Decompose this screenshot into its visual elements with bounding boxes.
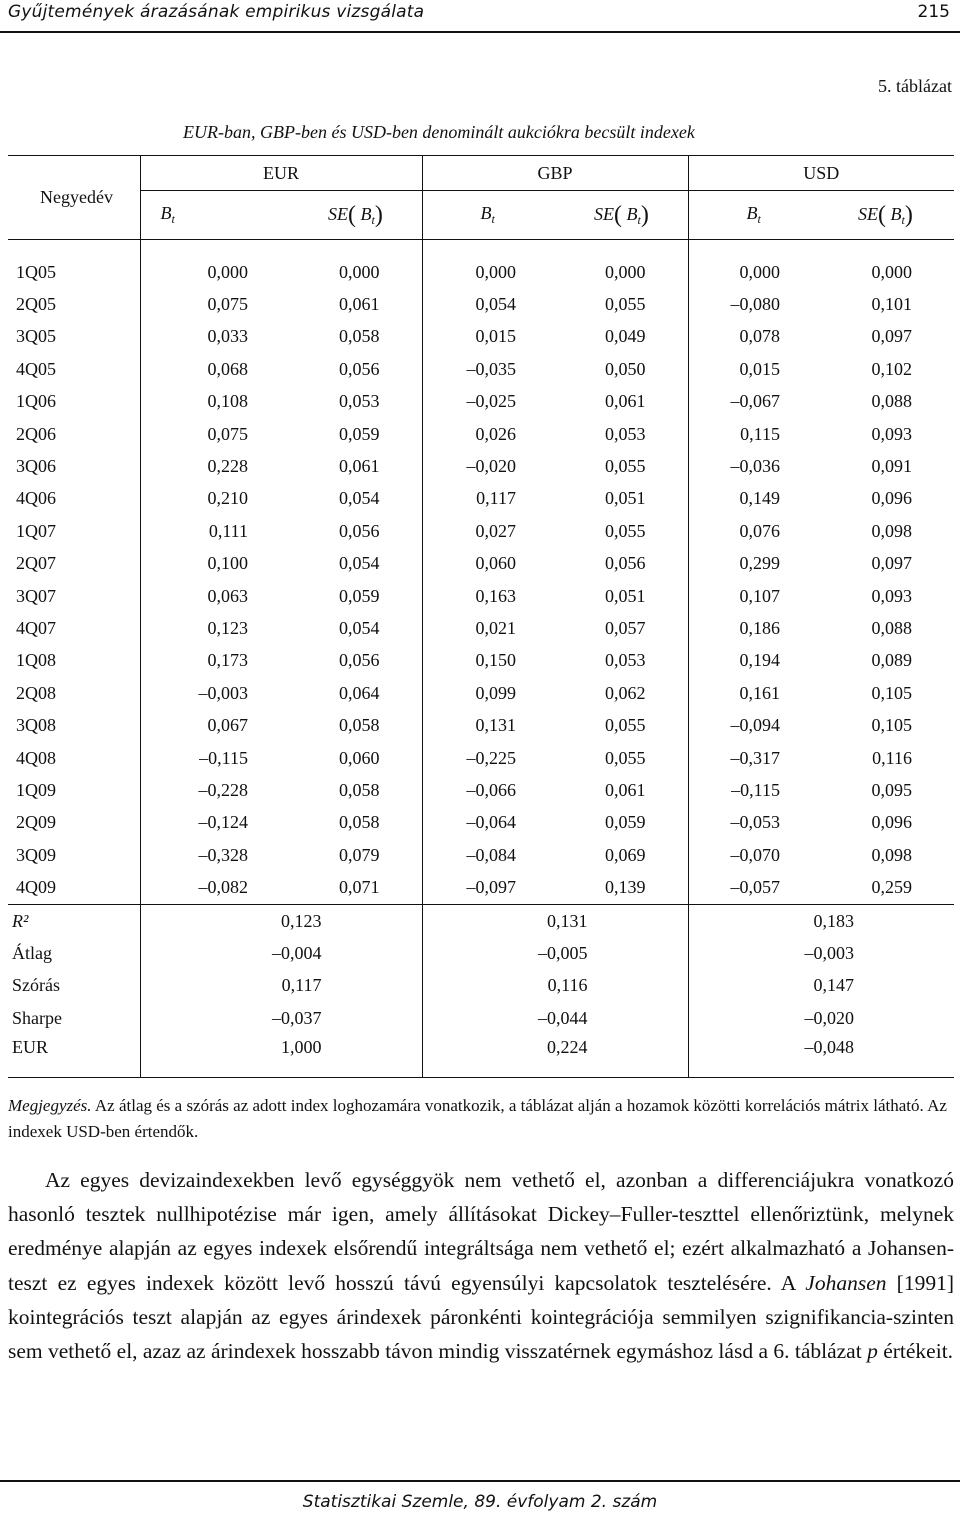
table-cell: 0,026 (422, 418, 558, 450)
row-quarter: 2Q08 (16, 682, 56, 703)
table-cell: 0,091 (871, 456, 912, 477)
body-text-johansen: Johansen (805, 1270, 887, 1295)
table-cell: 0,100 (140, 548, 290, 580)
table-cell: 0,000 (688, 256, 822, 288)
table-row (8, 515, 954, 547)
stat-value: 0,183 (688, 904, 954, 937)
stat-value: –0,044 (422, 1002, 688, 1034)
table-cell: –0,035 (422, 353, 558, 385)
table-cell: 0,000 (140, 256, 290, 288)
stat-value: 0,131 (422, 904, 688, 937)
table-cell: –0,082 (140, 871, 290, 904)
stat-value: –0,020 (688, 1002, 954, 1034)
stat-value: –0,037 (140, 1002, 422, 1034)
table-cell: –0,003 (140, 677, 290, 709)
table-cell: 0,054 (339, 617, 380, 638)
row-quarter: 4Q05 (16, 358, 56, 379)
stat-label: Átlag (12, 942, 52, 963)
row-quarter: 2Q07 (16, 553, 56, 574)
stat-label: Sharpe (12, 1007, 62, 1028)
table-cell: 0,075 (140, 418, 290, 450)
table-number: 5. táblázat (878, 76, 952, 96)
table-cell: 0,259 (822, 871, 954, 904)
table-cell: 0,107 (688, 580, 822, 612)
table-cell: 0,116 (872, 747, 912, 768)
table-cell: 0,000 (339, 261, 380, 282)
stat-row (8, 904, 954, 937)
table-cell: 0,056 (339, 520, 380, 541)
table-cell: –0,053 (688, 807, 822, 839)
table-cell: 0,105 (871, 715, 912, 736)
table-cell: 0,115 (688, 418, 822, 450)
row-quarter: 3Q07 (16, 585, 56, 606)
group-header-usd: USD (688, 156, 954, 191)
table-cell: 0,054 (339, 488, 380, 509)
row-quarter: 3Q06 (16, 456, 56, 477)
table-cell: 0,299 (688, 548, 822, 580)
table-cell: 0,071 (290, 871, 422, 904)
table-row (8, 871, 954, 904)
table-cell: –0,328 (140, 839, 290, 871)
table-cell: 0,064 (339, 682, 380, 703)
table-cell: –0,067 (688, 386, 822, 418)
table-cell: –0,020 (422, 450, 558, 482)
page-number: 215 (917, 2, 950, 22)
row-quarter: 4Q08 (16, 747, 56, 768)
table-cell: 0,055 (605, 747, 646, 768)
table-row (8, 839, 954, 871)
table-row (8, 483, 954, 515)
row-quarter: 2Q05 (16, 294, 56, 315)
stat-value: 0,116 (422, 970, 688, 1002)
table-cell: 0,053 (605, 650, 646, 671)
table-cell: –0,080 (688, 288, 822, 320)
table-cell: 0,067 (140, 709, 290, 741)
table-cell: 0,161 (688, 677, 822, 709)
table-cell: 0,097 (871, 326, 912, 347)
stat-row (8, 937, 954, 969)
table-cell: 0,060 (422, 548, 558, 580)
table-cell: 0,054 (422, 288, 558, 320)
sub-header-se: SE( $B_t$) (822, 191, 954, 240)
table-cell: –0,097 (422, 871, 558, 904)
body-text-part2: [1991] kointegrációs teszt alapján az egyes árindexek páronkénti kointegrációja semmilyen szignifikancia-szinten sem vethető el, azaz az árindexek hosszabb távon mindig visszatérnek egymáshoz lásd a 6. táblázat (8, 1270, 954, 1364)
table-cell: 0,062 (605, 682, 646, 703)
stat-value: 1,000 (140, 1034, 422, 1078)
table-cell: 0,059 (339, 585, 380, 606)
running-header (0, 0, 960, 33)
table-cell: –0,064 (422, 807, 558, 839)
table-cell: 0,150 (422, 645, 558, 677)
row-quarter: 1Q06 (16, 391, 56, 412)
table-row (8, 742, 954, 774)
table-cell: –0,066 (422, 774, 558, 806)
table-cell: 0,051 (605, 585, 646, 606)
table-row (8, 807, 954, 839)
stat-row (8, 1002, 954, 1034)
row-quarter: 3Q09 (16, 844, 56, 865)
table-cell: 0,117 (422, 483, 558, 515)
table-cell: 0,055 (605, 520, 646, 541)
table-cell: 0,061 (605, 391, 646, 412)
table-row (8, 677, 954, 709)
table-cell: 0,059 (339, 423, 380, 444)
row-quarter: 3Q05 (16, 326, 56, 347)
table-cell: –0,228 (140, 774, 290, 806)
table-cell: 0,194 (688, 645, 822, 677)
table-cell: 0,058 (339, 715, 380, 736)
table-cell: 0,060 (339, 747, 380, 768)
stat-label: EUR (8, 1034, 140, 1078)
footer-text: Statisztikai Szemle, 89. évfolyam 2. szám (302, 1492, 658, 1512)
stat-value: –0,004 (140, 937, 422, 969)
table-cell: 0,054 (339, 553, 380, 574)
index-table (8, 155, 954, 1078)
table-cell: –0,025 (422, 386, 558, 418)
row-quarter: 2Q09 (16, 812, 56, 833)
row-quarter: 3Q08 (16, 715, 56, 736)
table-cell: 0,097 (871, 553, 912, 574)
row-quarter: 1Q09 (16, 779, 56, 800)
table-row (8, 353, 954, 385)
table-cell: 0,021 (422, 612, 558, 644)
table-cell: 0,093 (871, 423, 912, 444)
body-paragraph (8, 1163, 954, 1368)
table-cell: 0,058 (339, 326, 380, 347)
table-cell: –0,057 (688, 871, 822, 904)
table-cell: 0,058 (339, 812, 380, 833)
row-quarter: 4Q07 (16, 617, 56, 638)
sub-header-bt: $B_t$ (688, 191, 822, 240)
table-cell: 0,027 (422, 515, 558, 547)
table-cell: 0,098 (871, 520, 912, 541)
stat-value: 0,224 (422, 1034, 688, 1078)
table-cell: –0,036 (688, 450, 822, 482)
table-cell: 0,051 (605, 488, 646, 509)
table-cell: 0,053 (605, 423, 646, 444)
table-caption: EUR-ban, GBP-ben és USD-ben denominált aukciókra becsült indexek (183, 122, 695, 142)
table-cell: 0,015 (422, 321, 558, 353)
table-row (8, 774, 954, 806)
table-cell: 0,096 (871, 488, 912, 509)
table-cell: 0,149 (688, 483, 822, 515)
table-cell: 0,050 (605, 358, 646, 379)
table-cell: 0,139 (558, 871, 688, 904)
table-cell: 0,099 (422, 677, 558, 709)
row-quarter: 1Q05 (16, 261, 56, 282)
stat-value: 0,123 (140, 904, 422, 937)
table-cell: 0,015 (688, 353, 822, 385)
table-cell: 0,053 (339, 391, 380, 412)
row-quarter: 4Q09 (8, 871, 140, 904)
table-cell: 0,000 (605, 261, 646, 282)
group-header-eur: EUR (140, 156, 422, 191)
body-text-part1: Az egyes devizaindexekben levő egységgyök nem vethető el, azonban a differenciájukra vonatkozó hasonló tesztek nullhipotézise már igen, amely állításokat Dickey–Fuller-teszttel ellenőriztünk, melynek eredménye alapján az egyes indexek elsőrendű integráltsága nem vethető el; ezért alkalmazható a Johansen-teszt ez egyes indexek között levő hosszú távú egyensúlyi kapcsolatok tesztelésére. A (8, 1168, 954, 1295)
table-cell: 0,163 (422, 580, 558, 612)
table-row (8, 418, 954, 450)
stat-value: –0,003 (688, 937, 954, 969)
body-text-part3: értékeit. (877, 1339, 954, 1364)
table-cell: 0,056 (339, 358, 380, 379)
note-text: Az átlag és a szórás az adott index loghozamára vonatkozik, a táblázat alján a hozamok közötti korrelációs mátrix látható. Az indexek USD-ben értendők. (8, 1096, 947, 1141)
table-cell: 0,063 (140, 580, 290, 612)
table-cell: 0,173 (140, 645, 290, 677)
table-row (8, 645, 954, 677)
table-cell: 0,056 (605, 553, 646, 574)
table-cell: 0,228 (140, 450, 290, 482)
table-cell: 0,076 (688, 515, 822, 547)
spacer-row (8, 240, 954, 257)
table-cell: 0,055 (605, 294, 646, 315)
stat-value: –0,005 (422, 937, 688, 969)
row-quarter: 4Q06 (16, 488, 56, 509)
stat-value: –0,048 (688, 1034, 954, 1078)
table-cell: 0,098 (871, 844, 912, 865)
table-cell: 0,096 (871, 812, 912, 833)
running-header-title: Gyűjtemények árazásának empirikus vizsgálata (8, 2, 425, 22)
group-header-gbp: GBP (422, 156, 688, 191)
table-cell: 0,108 (140, 386, 290, 418)
stat-row (8, 1034, 954, 1078)
table-cell: 0,075 (140, 288, 290, 320)
table-cell: 0,123 (140, 612, 290, 644)
table-note (8, 1093, 954, 1145)
table-cell: 0,078 (688, 321, 822, 353)
table-cell: –0,115 (140, 742, 290, 774)
table-cell: 0,102 (871, 358, 912, 379)
table-cell: 0,105 (871, 682, 912, 703)
table-cell: 0,186 (688, 612, 822, 644)
table-cell: 0,088 (871, 617, 912, 638)
quarter-column-header: Negyedév (8, 156, 140, 240)
table-cell: –0,317 (688, 742, 822, 774)
table-cell: –0,225 (422, 742, 558, 774)
table-cell: 0,111 (140, 515, 290, 547)
table-cell: 0,057 (605, 617, 646, 638)
table-cell: 0,061 (339, 294, 380, 315)
table-cell: 0,033 (140, 321, 290, 353)
stat-label: Szórás (12, 975, 60, 996)
table-row (8, 288, 954, 320)
table-row (8, 321, 954, 353)
table-cell: 0,056 (339, 650, 380, 671)
table-row (8, 256, 954, 288)
table-cell: 0,000 (422, 256, 558, 288)
table-cell: –0,115 (688, 774, 822, 806)
table-cell: 0,093 (871, 585, 912, 606)
sub-header-se: SE( $B_t$) (558, 191, 688, 240)
table-cell: –0,124 (140, 807, 290, 839)
body-text-p: p (867, 1339, 878, 1364)
table-cell: 0,095 (871, 779, 912, 800)
table-cell: –0,070 (688, 839, 822, 871)
table-cell: 0,058 (339, 779, 380, 800)
table-cell: 0,101 (871, 294, 912, 315)
sub-header-bt: $B_t$ (140, 191, 290, 240)
table-cell: –0,084 (422, 839, 558, 871)
table-row (8, 548, 954, 580)
row-quarter: 1Q07 (16, 520, 56, 541)
table-row (8, 709, 954, 741)
table-row (8, 450, 954, 482)
sub-header-se: SE( $B_t$) (290, 191, 422, 240)
group-header-row (8, 156, 954, 191)
table-cell: 0,055 (605, 456, 646, 477)
table-cell: 0,059 (605, 812, 646, 833)
sub-header-bt: $B_t$ (422, 191, 558, 240)
table-cell: 0,088 (871, 391, 912, 412)
table-cell: 0,089 (871, 650, 912, 671)
stat-value: 0,147 (688, 970, 954, 1002)
table-cell: 0,069 (605, 844, 646, 865)
table-cell: 0,055 (605, 715, 646, 736)
table-row (8, 612, 954, 644)
stat-label: R² (12, 910, 29, 931)
table-cell: 0,079 (339, 844, 380, 865)
table-cell: 0,061 (605, 779, 646, 800)
table-cell: 0,131 (422, 709, 558, 741)
table-cell: 0,210 (140, 483, 290, 515)
table-cell: 0,061 (339, 456, 380, 477)
row-quarter: 2Q06 (16, 423, 56, 444)
note-lead: Megjegyzés. (8, 1096, 92, 1115)
table-cell: 0,000 (871, 261, 912, 282)
table-body (8, 240, 954, 1078)
row-quarter: 1Q08 (16, 650, 56, 671)
table-cell: 0,068 (140, 353, 290, 385)
stat-value: 0,117 (140, 970, 422, 1002)
sub-header-row (8, 191, 954, 240)
stat-row (8, 970, 954, 1002)
table-row (8, 386, 954, 418)
page-footer (0, 1480, 960, 1523)
table-cell: 0,049 (605, 326, 646, 347)
table-row (8, 580, 954, 612)
table-cell: –0,094 (688, 709, 822, 741)
